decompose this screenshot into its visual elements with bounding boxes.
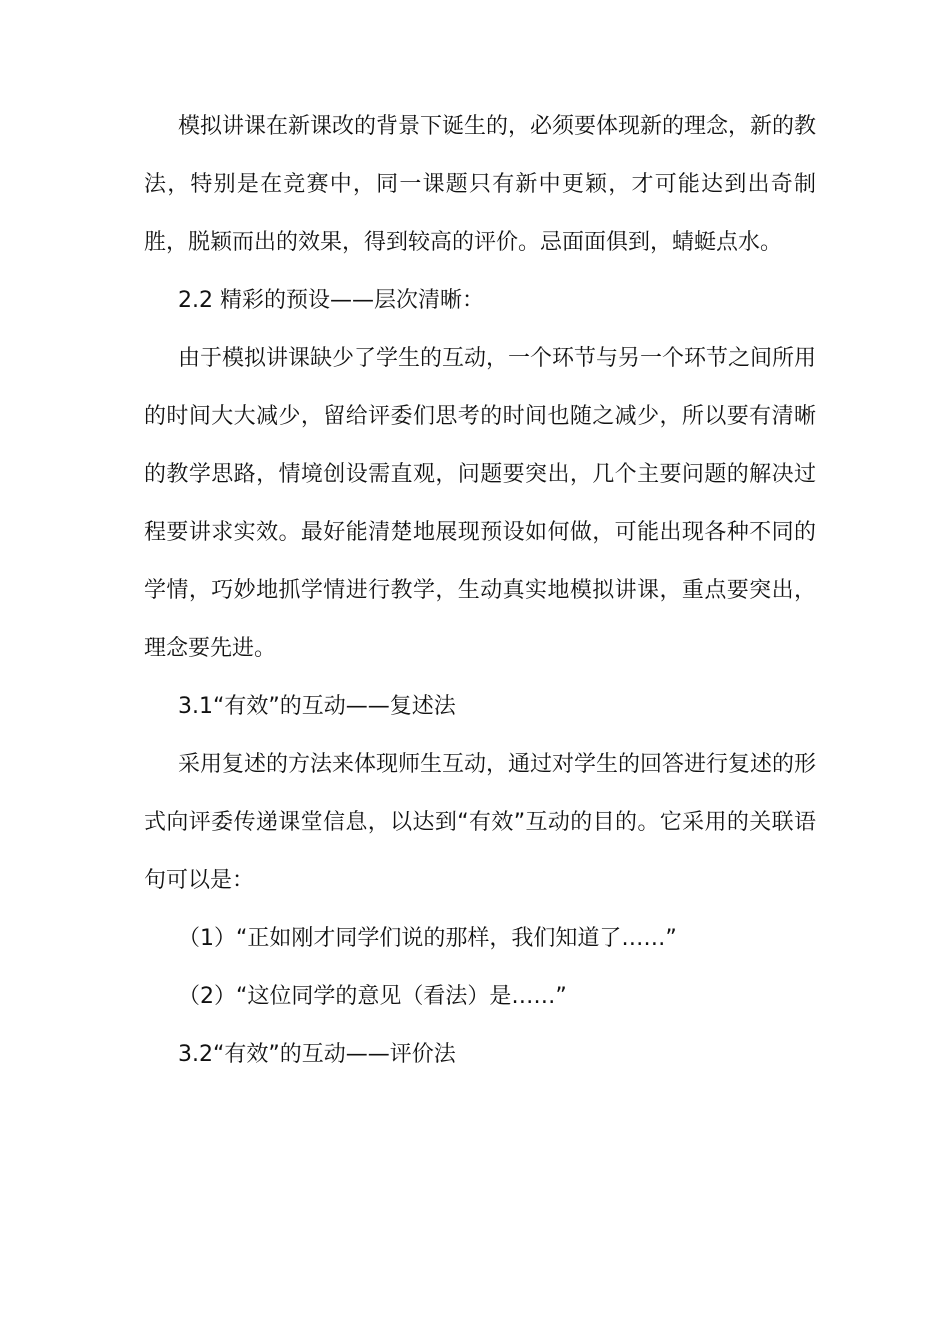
paragraph-simulated-teaching-intro: 模拟讲课在新课改的背景下诞生的，必须要体现新的理念，新的教法，特别是在竞赛中，同一课题只有新中更颖，才可能达到出奇制胜，脱颖而出的效果，得到较高的评价。忌面面俱到，蜻蜓点水。 <box>144 114 817 255</box>
heading-3-2: 3.2“有效”的互动——评价法 <box>178 1042 456 1067</box>
paragraph-restatement-method: 采用复述的方法来体现师生互动，通过对学生的回答进行复述的形式向评委传递课堂信息，以达到“有效”互动的目的。它采用的关联语句可以是： <box>144 752 817 893</box>
list-item-2: （2）“这位同学的意见（看法）是……” <box>178 984 567 1009</box>
paragraph-design-clarity: 由于模拟讲课缺少了学生的互动，一个环节与另一个环节之间所用的时间大大减少，留给评委们思考的时间也随之减少，所以要有清晰的教学思路，情境创设需直观，问题要突出，几个主要问题的解决过程要讲求实效。最好能清楚地展现预设如何做，可能出现各种不同的学情，巧妙地抓学情进行教学，生动真实地模拟讲课，重点要突出，理念要先进。 <box>144 346 817 661</box>
list-item-1: （1）“正如刚才同学们说的那样，我们知道了……” <box>178 926 677 951</box>
heading-2-2: 2.2 精彩的预设——层次清晰： <box>178 288 484 313</box>
heading-3-1: 3.1“有效”的互动——复述法 <box>178 694 456 719</box>
document-body <box>144 98 816 1084</box>
